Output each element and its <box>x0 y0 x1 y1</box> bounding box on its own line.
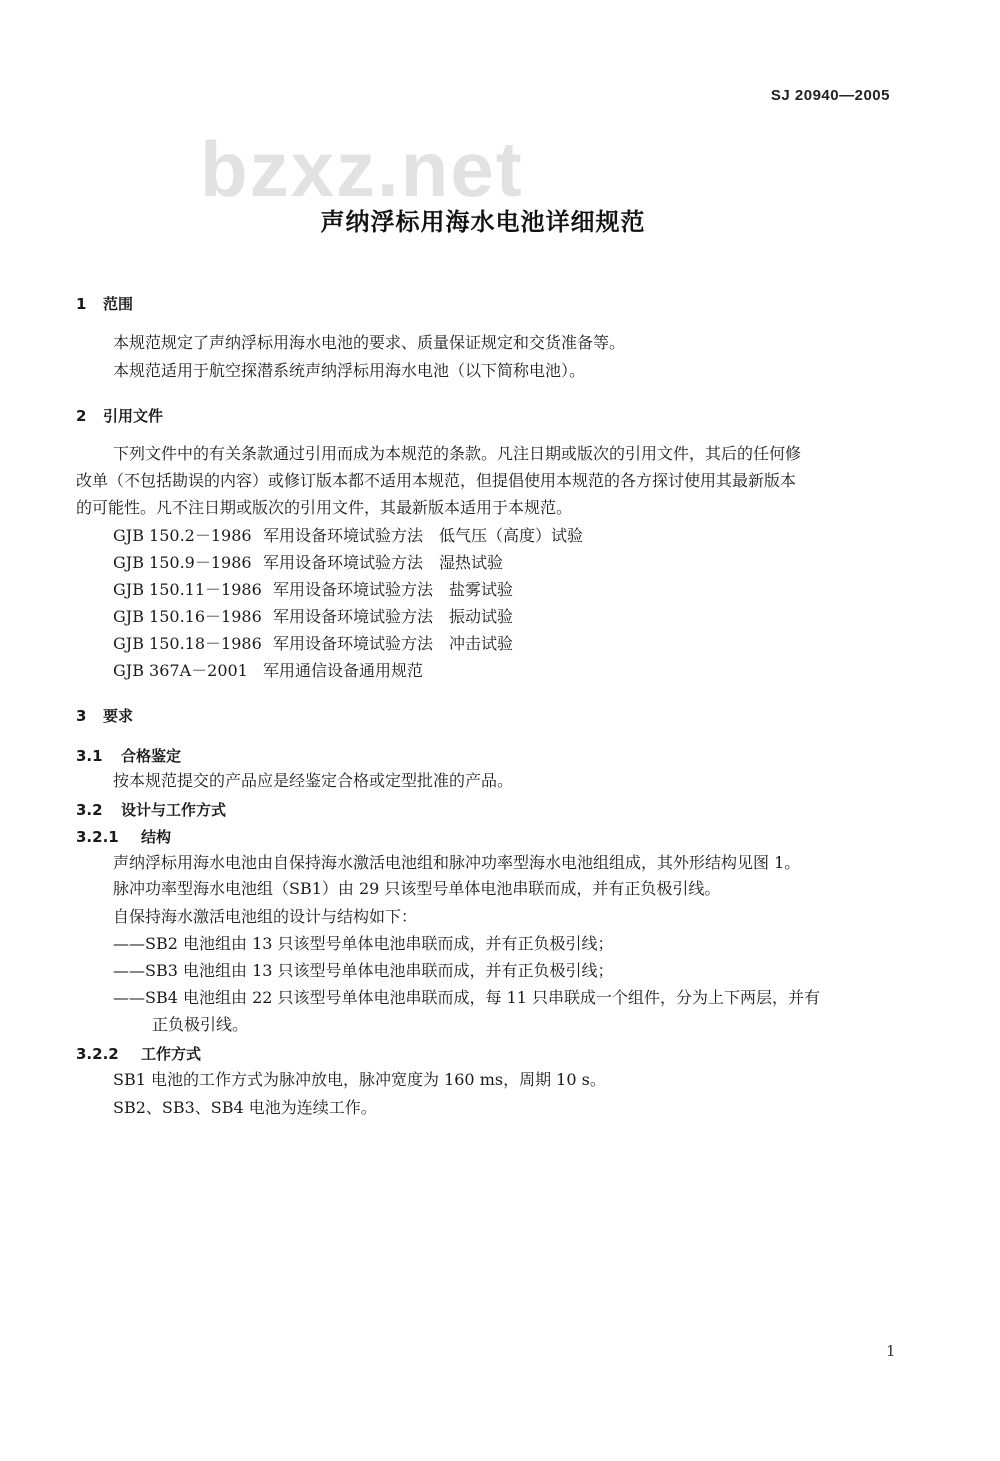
list-item-continuation: 正负极引线。 <box>152 1015 249 1034</box>
reference-item <box>113 633 513 655</box>
paragraph: 本规范适用于航空探潜系统声纳浮标用海水电池（以下简称电池）。 <box>113 361 586 380</box>
paragraph-line: SB1 电池的工作方式为脉冲放电，脉冲宽度为 160 ms，周期 10 s。 <box>113 1070 606 1089</box>
section-title: 要求 <box>103 707 134 725</box>
paragraph-line: 自保持海水激活电池组的设计与结构如下： <box>113 907 418 926</box>
subsection-3-1-heading <box>76 745 181 767</box>
paragraph-line: 下列文件中的有关条款通过引用而成为本规范的条款。凡注日期或版次的引用文件，其后的任何修 <box>113 444 802 463</box>
reference-description: 军用通信设备通用规范 <box>263 661 424 680</box>
section-1-heading <box>76 293 133 315</box>
reference-code: GJB 150.11－1986 <box>113 580 262 599</box>
reference-item <box>113 606 513 628</box>
section-2-heading <box>76 405 163 427</box>
reference-code: GJB 150.18－1986 <box>113 634 262 653</box>
document-title: 声纳浮标用海水电池详细规范 <box>320 208 646 236</box>
reference-description: 军用设备环境试验方法 盐雾试验 <box>273 580 514 599</box>
paragraph: 本规范规定了声纳浮标用海水电池的要求、质量保证规定和交货准备等。 <box>113 333 626 352</box>
subsection-3-2-2-heading <box>76 1043 201 1065</box>
subsection-3-2-1-heading <box>76 826 171 848</box>
section-number: 3 <box>76 707 87 725</box>
section-title: 引用文件 <box>103 407 164 425</box>
subsection-3-2-heading <box>76 799 226 821</box>
reference-description: 军用设备环境试验方法 湿热试验 <box>263 553 504 572</box>
reference-code: GJB 367A－2001 <box>113 661 248 680</box>
paragraph-line: 声纳浮标用海水电池由自保持海水激活电池组和脉冲功率型海水电池组组成，其外形结构见图 1。 <box>113 853 801 872</box>
document-number: SJ 20940—2005 <box>770 87 890 104</box>
subsection-title: 设计与工作方式 <box>121 801 227 819</box>
paragraph-line: 脉冲功率型海水电池组（SB1）由 29 只该型号单体电池串联而成，并有正负极引线。 <box>113 879 721 898</box>
subsection-number: 3.2.2 <box>76 1045 119 1063</box>
watermark-text: bzxz.net <box>200 125 524 213</box>
reference-item <box>113 660 423 682</box>
section-3-heading <box>76 705 133 727</box>
reference-code: GJB 150.2－1986 <box>113 526 252 545</box>
reference-item <box>113 525 583 547</box>
reference-description: 军用设备环境试验方法 冲击试验 <box>273 634 514 653</box>
reference-description: 军用设备环境试验方法 振动试验 <box>273 607 514 626</box>
subsection-number: 3.2.1 <box>76 828 119 846</box>
reference-description: 军用设备环境试验方法 低气压（高度）试验 <box>263 526 584 545</box>
list-item: ——SB3 电池组由 13 只该型号单体电池串联而成，并有正负极引线； <box>113 961 614 980</box>
paragraph-line: SB2、SB3、SB4 电池为连续工作。 <box>113 1098 377 1117</box>
subsection-title: 结构 <box>141 828 172 846</box>
list-item: ——SB4 电池组由 22 只该型号单体电池串联而成，每 11 只串联成一个组件，分为上下两层，并有 <box>113 988 821 1007</box>
subsection-title: 合格鉴定 <box>121 747 182 765</box>
section-title: 范围 <box>103 295 134 313</box>
paragraph: 按本规范提交的产品应是经鉴定合格或定型批准的产品。 <box>113 771 514 790</box>
page-number: 1 <box>886 1342 896 1360</box>
subsection-title: 工作方式 <box>141 1045 202 1063</box>
reference-item <box>113 552 503 574</box>
reference-item <box>113 579 513 601</box>
subsection-number: 3.2 <box>76 801 103 819</box>
paragraph-line: 的可能性。凡不注日期或版次的引用文件，其最新版本适用于本规范。 <box>76 498 573 517</box>
reference-code: GJB 150.16－1986 <box>113 607 262 626</box>
subsection-number: 3.1 <box>76 747 103 765</box>
paragraph-line: 改单（不包括勘误的内容）或修订版本都不适用本规范，但提倡使用本规范的各方探讨使用其最新版本 <box>76 471 797 490</box>
list-item: ——SB2 电池组由 13 只该型号单体电池串联而成，并有正负极引线； <box>113 934 614 953</box>
section-number: 1 <box>76 295 87 313</box>
reference-code: GJB 150.9－1986 <box>113 553 252 572</box>
section-number: 2 <box>76 407 87 425</box>
